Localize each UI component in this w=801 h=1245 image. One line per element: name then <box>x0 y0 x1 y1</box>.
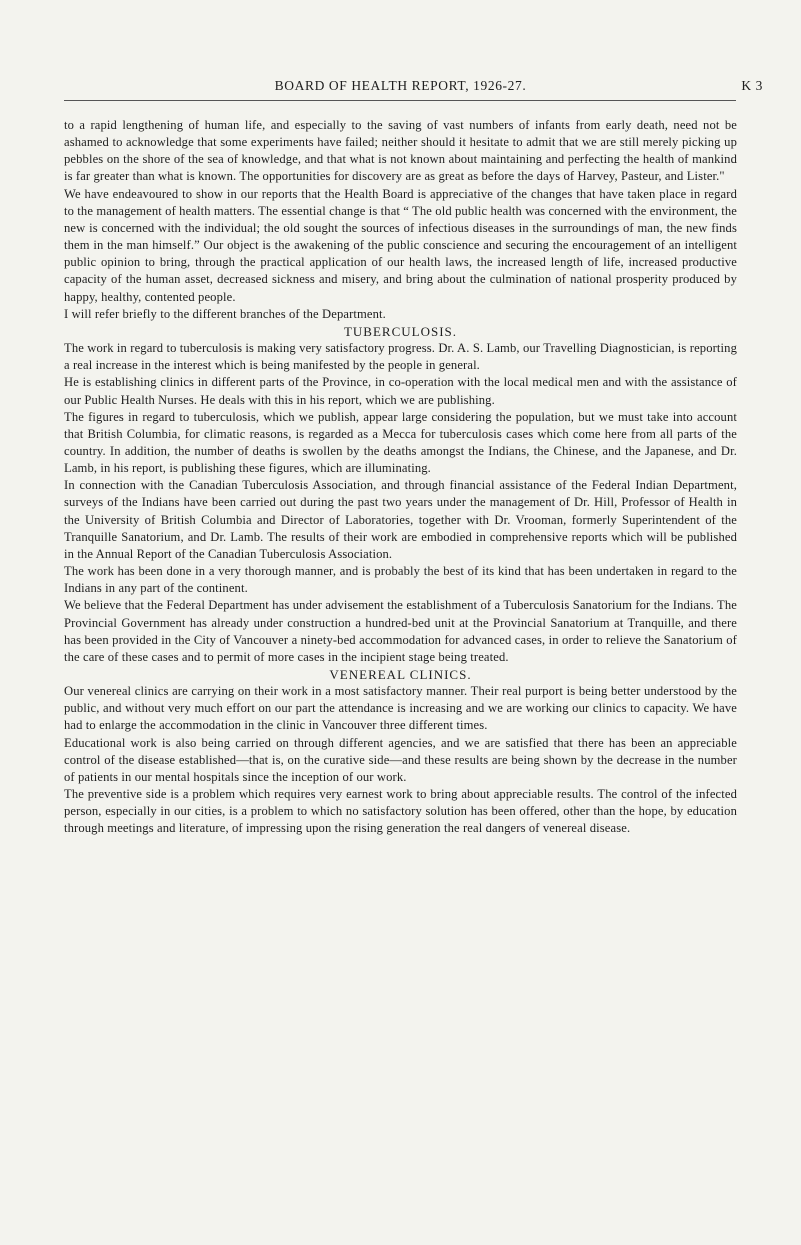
paragraph: Educational work is also being carried on through different agencies, and we are satisfied that there has been an appreciable control of the disease established—that is, on the curative side—and these results are being shown by the decrease in the number of patients in our mental hospitals since the inception of our work. <box>64 735 737 784</box>
page-number: K 3 <box>741 78 763 93</box>
header-rule <box>64 100 736 101</box>
paragraph: The figures in regard to tuberculosis, which we publish, appear large considering the population, but we must take into account that British Columbia, for climatic reasons, is regarded as a Mecca for tuberculosis cases which come here from all parts of the country. In addition, the number of deaths is swollen by the deaths amongst the Indians, the Chinese, and the Japanese, and Dr. Lamb, in his report, is publishing these figures, which are illuminating. <box>64 409 737 476</box>
paragraph: He is establishing clinics in different parts of the Province, in co-operation with the local medical men and with the assistance of our Public Health Nurses. He deals with this in his report, which we are publishing. <box>64 375 737 407</box>
body-text <box>64 117 737 838</box>
paragraph: to a rapid lengthening of human life, and especially to the saving of vast numbers of infants from early death, need not be ashamed to acknowledge that some experiments have failed; neither should it hesitate to admit that we are still merely picking up pebbles on the shore of the sea of knowledge, and that what is not known about maintaining and perfecting the health of mankind is far greater than what is known. The opportunities for discovery are as great as before the days of Harvey, Pasteur, and Lister." <box>64 118 737 184</box>
paragraph: We have endeavoured to show in our reports that the Health Board is appreciative of the changes that have taken place in regard to the management of health matters. The essential change is that “ The old public health was concerned with the environment, the new is concerned with the individual; the old sought the sources of infectious diseases in the surroundings of man, the new finds them in the man himself.” Our object is the awakening of the public conscience and securing the encouragement of an intelligent public opinion to bring, through the practical application of our health laws, the increased length of life, increased productive capacity of the human asset, decreased sickness and misery, and bring about the culmination of national prosperity produced by happy, healthy, contented people. <box>64 186 737 304</box>
paragraph: I will refer briefly to the different branches of the Department. <box>64 306 386 321</box>
section-heading-tuberculosis: TUBERCULOSIS. <box>343 323 458 339</box>
paragraph: The preventive side is a problem which requires very earnest work to bring about appreciable results. The control of the infected person, especially in our cities, is a problem to which no satisfactory solution has been offered, other than the hope, by education through meetings and literature, of impressing upon the rising generation the real dangers of venereal disease. <box>64 787 737 836</box>
section-heading-venereal-clinics: VENEREAL CLINICS. <box>329 667 472 682</box>
paragraph: In connection with the Canadian Tuberculosis Association, and through financial assistance of the Federal Indian Department, surveys of the Indians have been carried out during the past two years under the management of Dr. Hill, Professor of Health in the University of British Columbia and Director of Laboratories, together with Dr. Vrooman, formerly Superintendent of the Tranquille Sanatorium, and Dr. Lamb. The results of their work are embodied in comprehensive reports which will be published in the Annual Report of the Canadian Tuberculosis Association. <box>64 478 737 561</box>
paragraph: Our venereal clinics are carrying on their work in a most satisfactory manner. Their real purport is being better understood by the public, and without very much effort on our part the attendance is increasing and we are working our clinics to capacity. We have had to enlarge the accommodation in the clinic in Vancouver three different times. <box>64 684 737 733</box>
paragraph: The work has been done in a very thorough manner, and is probably the best of its kind that has been undertaken in regard to the Indians in any part of the continent. <box>64 564 737 596</box>
paragraph: The work in regard to tuberculosis is making very satisfactory progress. Dr. A. S. Lamb, our Travelling Diagnostician, is reporting a real increase in the interest which is being manifested by the people in general. <box>64 341 737 373</box>
running-header <box>0 78 801 100</box>
paragraph: We believe that the Federal Department has under advisement the establishment of a Tuberculosis Sanatorium for the Indians. The Provincial Government has already under construction a hundred-bed unit at the Provincial Sanatorium at Tranquille, and there has been provided in the City of Vancouver a ninety-bed accommodation for advanced cases, in order to relieve the Sanatorium of the care of these cases and to permit of more cases in the incipient stage being treated. <box>64 598 737 664</box>
header-title: BOARD OF HEALTH REPORT, 1926-27. <box>274 78 527 93</box>
